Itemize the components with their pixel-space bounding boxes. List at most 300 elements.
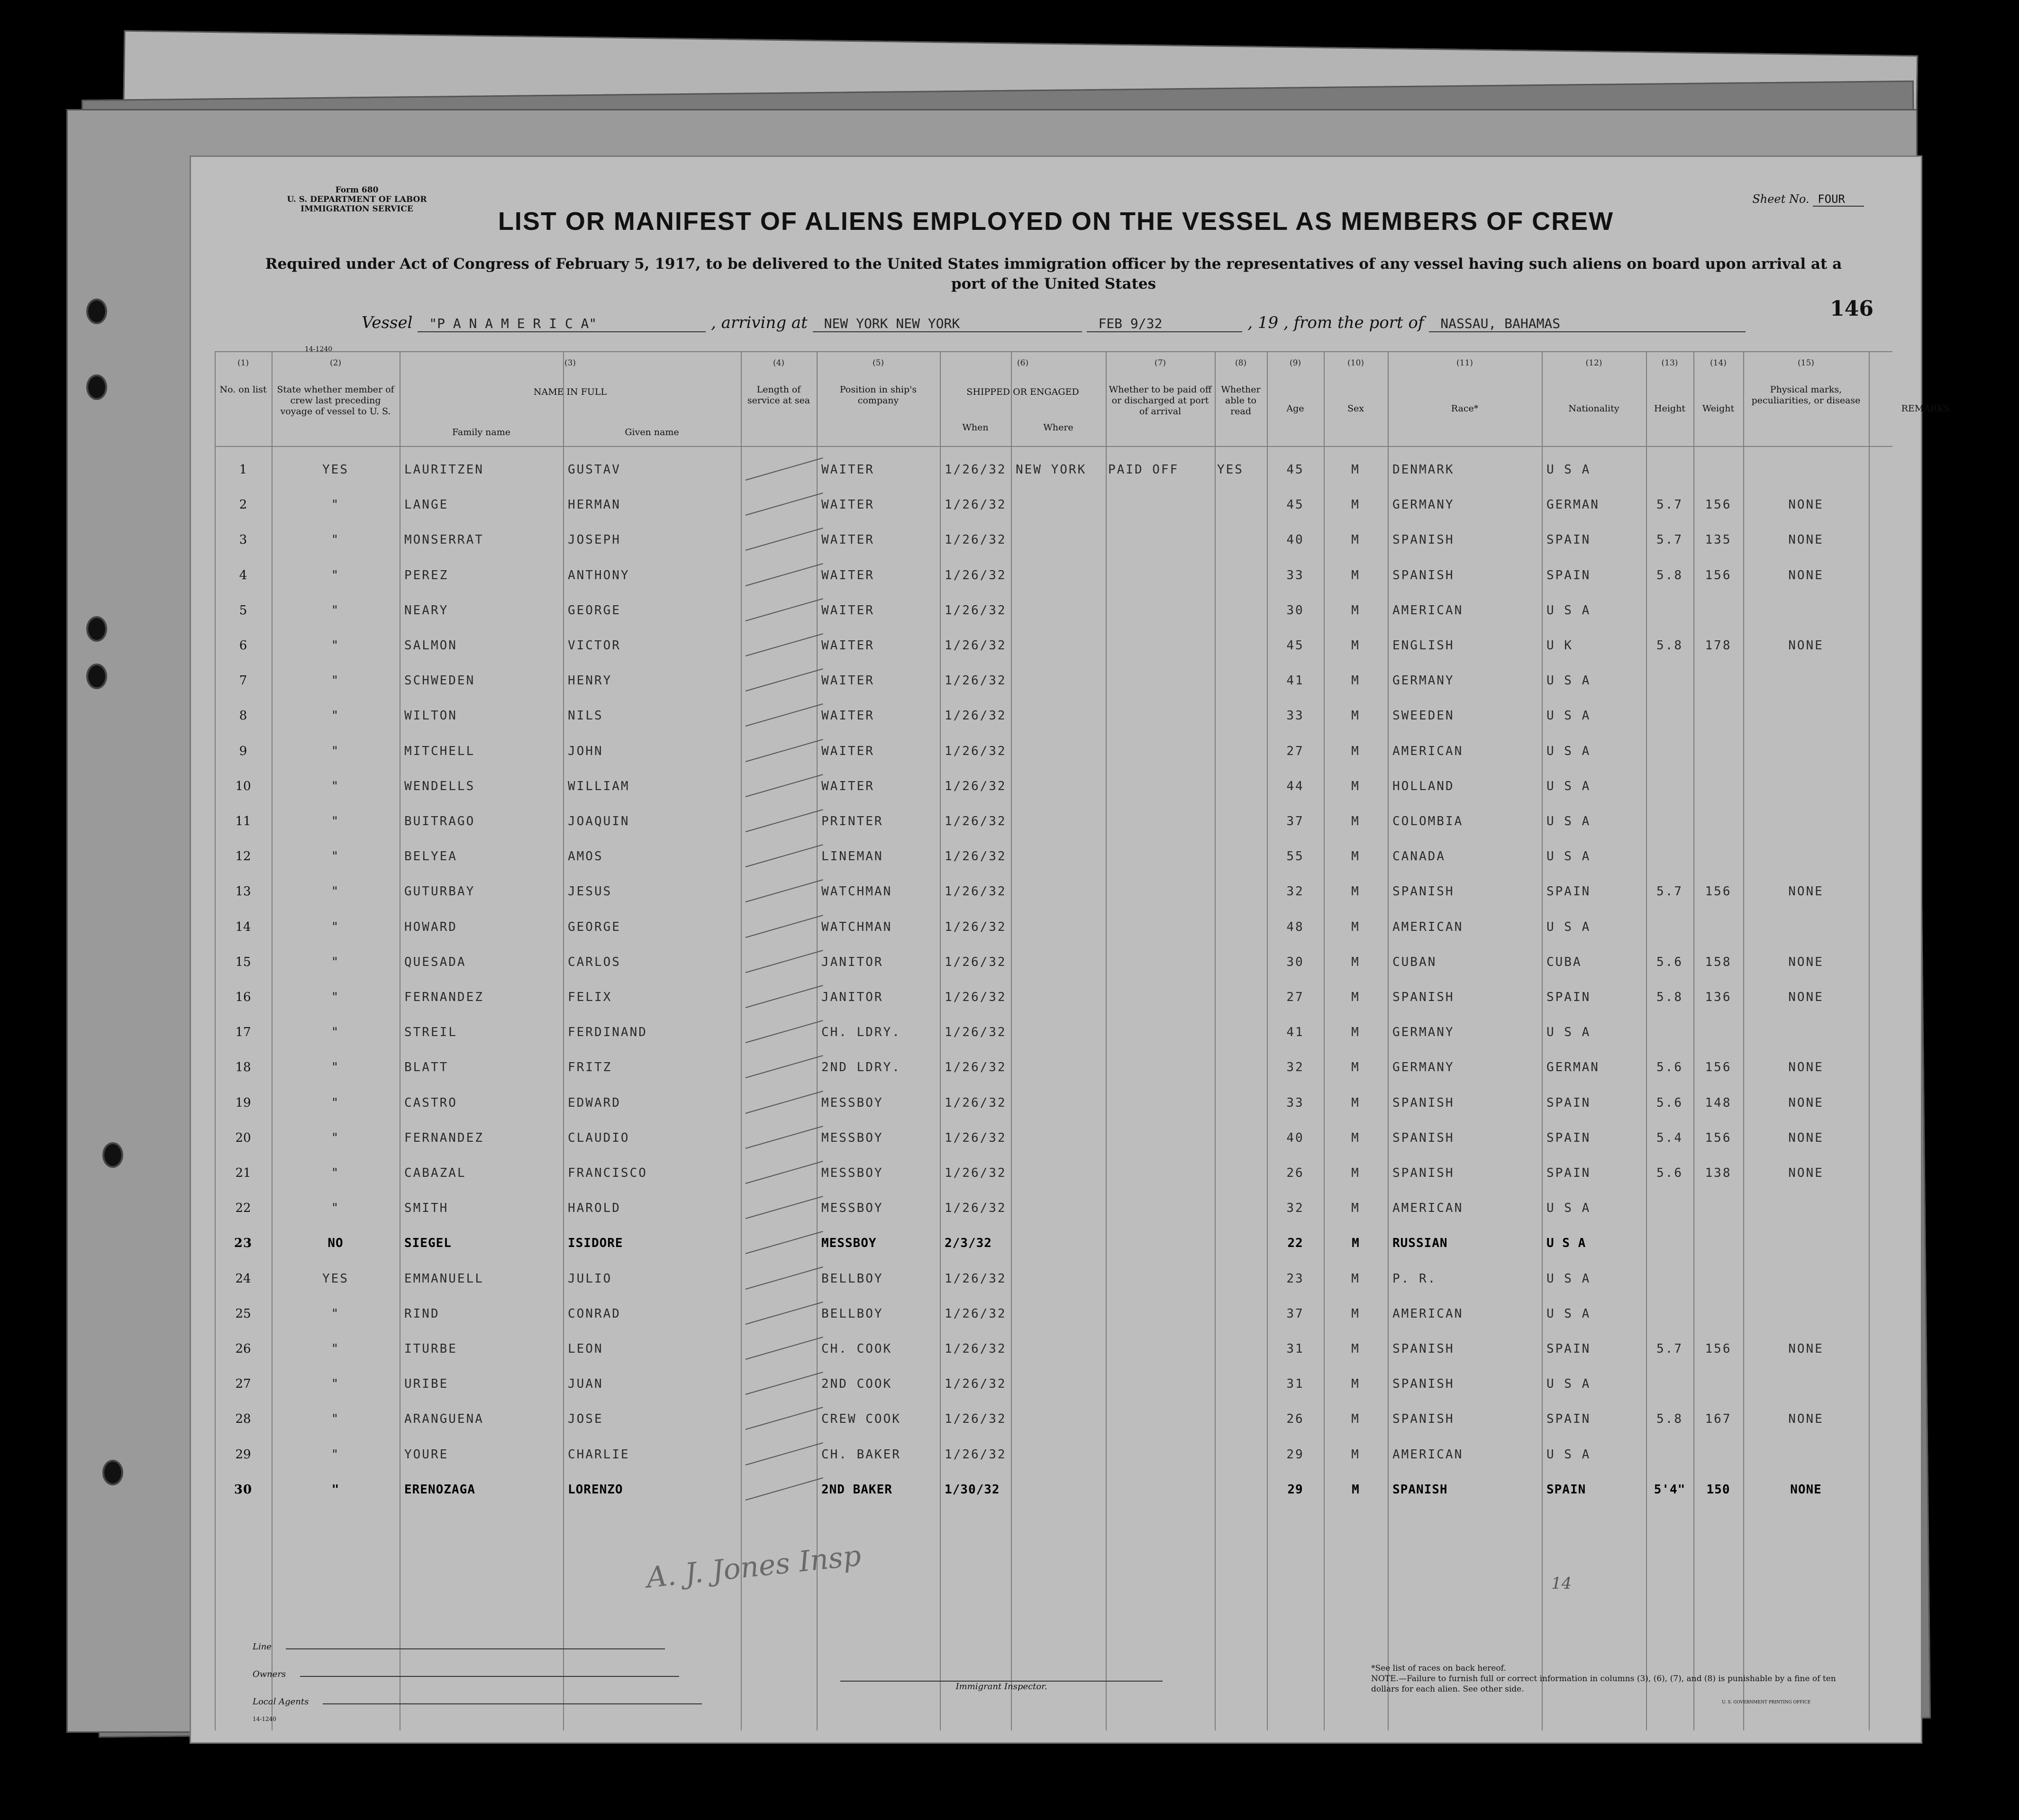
arrival-port: NEW YORK NEW YORK [813, 316, 1082, 332]
table-cell-position: WAITER [821, 779, 874, 793]
table-cell-member: " [331, 1342, 340, 1356]
service-check-mark [746, 1407, 823, 1430]
table-cell-age: 40 [1286, 533, 1304, 547]
sheet-number-label: Sheet No. [1752, 192, 1810, 206]
table-cell-age: 48 [1286, 919, 1304, 934]
table-cell-nationality: SPAIN [1546, 990, 1591, 1004]
table-cell-family: CABAZAL [404, 1166, 466, 1180]
service-check-mark [746, 1372, 823, 1395]
column-divider [1869, 351, 1870, 1730]
table-cell-family: CASTRO [404, 1095, 457, 1110]
table-cell-age: 33 [1286, 1095, 1304, 1110]
table-cell-position: MESSBOY [821, 1095, 883, 1110]
table-cell-position: WATCHMAN [821, 884, 892, 899]
column-divider [272, 351, 273, 1730]
owners-label: Owners [253, 1669, 286, 1679]
service-check-mark [746, 1196, 823, 1219]
table-cell-race: GERMANY [1392, 1025, 1455, 1040]
table-cell-age: 27 [1286, 744, 1304, 758]
table-cell-marks: NONE [1788, 884, 1824, 899]
table-cell-given: CLAUDIO [568, 1130, 630, 1145]
table-cell-when: 1/26/32 [945, 603, 1007, 618]
column-divider [1324, 351, 1325, 1730]
table-cell-when: 1/26/32 [945, 1060, 1007, 1075]
table-cell-given: HERMAN [568, 498, 621, 512]
table-cell-family: MITCHELL [404, 744, 475, 758]
table-cell-position: PRINTER [821, 814, 883, 828]
margin-note: 14 [1551, 1574, 1572, 1593]
table-cell-no: 30 [234, 1482, 253, 1497]
vessel-label: Vessel [362, 313, 413, 332]
table-cell-nationality: U S A [1546, 463, 1591, 477]
table-cell-no: 6 [239, 638, 247, 653]
table-cell-weight: 138 [1705, 1166, 1732, 1180]
column-header-c4: Length of service at sea [747, 384, 810, 406]
service-check-mark [746, 668, 823, 692]
table-cell-position: MESSBOY [821, 1236, 877, 1251]
table-cell-sex: M [1351, 990, 1360, 1004]
table-cell-sex: M [1351, 1130, 1360, 1145]
table-cell-age: 41 [1286, 1025, 1304, 1040]
table-cell-height: 5.7 [1656, 498, 1683, 512]
table-cell-nationality: U S A [1546, 1236, 1586, 1251]
table-cell-member: " [331, 1025, 340, 1040]
table-cell-sex: M [1351, 463, 1360, 477]
table-cell-race: AMERICAN [1392, 1201, 1464, 1216]
page-title: LIST OR MANIFEST OF ALIENS EMPLOYED ON THE VESSEL AS MEMBERS OF CREW [498, 207, 1614, 236]
table-cell-when: 1/26/32 [945, 1201, 1007, 1216]
column-header-c15: Physical marks, peculiarities, or disease [1751, 384, 1861, 406]
table-cell-family: LAURITZEN [404, 463, 484, 477]
column-divider [1693, 351, 1694, 1730]
table-cell-read: YES [1217, 463, 1244, 477]
table-cell-marks: NONE [1788, 1060, 1824, 1075]
table-cell-sex: M [1351, 1060, 1360, 1075]
table-cell-given: GUSTAV [568, 463, 621, 477]
service-check-mark [746, 1056, 823, 1079]
footer-form-code: 14-1240 [253, 1716, 276, 1722]
table-cell-height: 5.4 [1656, 1130, 1683, 1145]
table-cell-age: 30 [1286, 955, 1304, 969]
table-cell-when: 1/26/32 [945, 1025, 1007, 1040]
column-header-c14: Weight [1702, 403, 1735, 414]
service-check-mark [746, 492, 823, 516]
table-cell-marks: NONE [1788, 990, 1824, 1004]
column-divider [1542, 351, 1543, 1730]
table-cell-position: WATCHMAN [821, 919, 892, 934]
table-cell-no: 29 [235, 1447, 251, 1462]
table-cell-member: " [331, 709, 340, 723]
table-cell-member: " [331, 1482, 340, 1497]
table-cell-race: DENMARK [1392, 463, 1455, 477]
column-divider [1388, 351, 1389, 1730]
footnote [1371, 1663, 1845, 1694]
service-check-mark [746, 563, 823, 586]
table-cell-given: NILS [568, 709, 603, 723]
column-number-c5: (5) [872, 358, 884, 368]
table-cell-member: " [331, 1130, 340, 1145]
table-cell-no: 5 [239, 603, 247, 618]
service-check-mark [746, 598, 823, 621]
table-cell-given: JOSE [568, 1412, 603, 1427]
service-check-mark [746, 774, 823, 797]
table-cell-nationality: U S A [1546, 849, 1591, 864]
table-cell-family: STREIL [404, 1025, 457, 1040]
table-cell-when: 1/26/32 [945, 1130, 1007, 1145]
table-cell-weight: 150 [1706, 1482, 1730, 1497]
table-cell-position: WAITER [821, 638, 874, 653]
table-cell-race: GERMANY [1392, 498, 1455, 512]
table-cell-age: 22 [1287, 1236, 1303, 1251]
table-cell-weight: 156 [1705, 568, 1732, 582]
table-cell-age: 23 [1286, 1271, 1304, 1286]
table-cell-race: P. R. [1392, 1271, 1437, 1286]
service-check-mark [746, 950, 823, 973]
service-check-mark [746, 915, 823, 938]
table-cell-member: " [331, 744, 340, 758]
table-cell-given: CONRAD [568, 1306, 621, 1321]
column-header-given-name: Given name [625, 427, 679, 437]
table-cell-nationality: SPAIN [1546, 1130, 1591, 1145]
table-cell-no: 14 [235, 919, 251, 934]
table-cell-no: 12 [235, 849, 251, 864]
table-cell-sex: M [1351, 1306, 1360, 1321]
printer-imprint: U. S. GOVERNMENT PRINTING OFFICE [1722, 1700, 1811, 1705]
table-cell-race: SPANISH [1392, 1482, 1448, 1497]
table-cell-member: " [331, 1306, 340, 1321]
table-cell-age: 44 [1286, 779, 1304, 793]
table-cell-nationality: U K [1546, 638, 1573, 653]
table-cell-nationality: CUBA [1546, 955, 1582, 969]
column-divider [1011, 351, 1012, 1730]
table-cell-age: 26 [1286, 1166, 1304, 1180]
table-cell-height: 5.6 [1656, 1166, 1683, 1180]
table-cell-age: 31 [1286, 1377, 1304, 1392]
column-number-c3: (3) [564, 358, 576, 368]
races-note: *See list of races on back hereof. [1371, 1664, 1506, 1673]
column-header-family-name: Family name [452, 427, 510, 437]
column-header-c8: Whether able to read [1221, 384, 1261, 417]
page-number: 146 [1830, 297, 1873, 321]
table-cell-marks: NONE [1788, 1095, 1824, 1110]
column-header-when: When [962, 422, 989, 433]
table-cell-height: 5.8 [1656, 1412, 1683, 1427]
table-cell-when: 1/26/32 [945, 884, 1007, 899]
sheet-number [1752, 192, 1864, 206]
table-cell-family: NEARY [404, 603, 449, 618]
table-cell-member: " [331, 673, 340, 688]
table-cell-no: 7 [239, 673, 247, 688]
column-divider [741, 351, 742, 1730]
table-cell-no: 19 [235, 1095, 251, 1110]
table-cell-race: AMERICAN [1392, 603, 1464, 618]
table-cell-race: SPANISH [1392, 1166, 1455, 1180]
table-cell-no: 27 [235, 1377, 251, 1392]
column-divider [1646, 351, 1647, 1730]
table-cell-no: 3 [239, 533, 247, 547]
table-cell-given: JOSEPH [568, 533, 621, 547]
service-check-mark [746, 809, 823, 832]
table-cell-no: 20 [235, 1130, 251, 1145]
table-cell-position: 2ND COOK [821, 1377, 892, 1392]
table-cell-sex: M [1351, 814, 1360, 828]
sheet-number-value: FOUR [1813, 192, 1864, 207]
table-cell-family: WILTON [404, 709, 457, 723]
table-cell-sex: M [1351, 884, 1360, 899]
service-check-mark [746, 739, 823, 762]
column-number-c14: (14) [1710, 358, 1727, 368]
table-cell-race: HOLLAND [1392, 779, 1455, 793]
table-cell-member: " [331, 955, 340, 969]
table-cell-when: 1/26/32 [945, 1166, 1007, 1180]
table-cell-age: 33 [1286, 568, 1304, 582]
table-cell-when: 2/3/32 [945, 1236, 992, 1251]
table-cell-when: 1/26/32 [945, 498, 1007, 512]
table-cell-member: " [331, 1447, 340, 1462]
table-cell-race: SPANISH [1392, 990, 1455, 1004]
table-cell-nationality: U S A [1546, 1306, 1591, 1321]
service-check-mark [746, 1126, 823, 1149]
table-cell-sex: M [1351, 498, 1360, 512]
table-cell-no: 4 [239, 568, 247, 582]
table-cell-member: " [331, 919, 340, 934]
table-cell-given: JULIO [568, 1271, 612, 1286]
table-cell-no: 17 [235, 1025, 251, 1040]
table-cell-no: 9 [239, 744, 247, 758]
table-cell-family: PEREZ [404, 568, 449, 582]
punch-hole [86, 616, 107, 642]
table-cell-race: SPANISH [1392, 884, 1455, 899]
table-cell-age: 27 [1286, 990, 1304, 1004]
table-cell-nationality: U S A [1546, 1201, 1591, 1216]
form-number: Form 680 [335, 185, 379, 195]
column-header-where: Where [1043, 422, 1073, 433]
table-cell-race: SPANISH [1392, 1412, 1455, 1427]
table-cell-when: 1/26/32 [945, 1306, 1007, 1321]
column-header-c13: Height [1654, 403, 1685, 414]
table-cell-sex: M [1351, 568, 1360, 582]
table-cell-when: 1/26/32 [945, 709, 1007, 723]
column-header-c11: Race* [1451, 403, 1479, 414]
table-cell-nationality: SPAIN [1546, 533, 1591, 547]
table-cell-sex: M [1351, 1342, 1360, 1356]
table-cell-race: AMERICAN [1392, 744, 1464, 758]
table-cell-race: SPANISH [1392, 1095, 1455, 1110]
table-cell-nationality: SPAIN [1546, 1166, 1591, 1180]
table-cell-given: FRANCISCO [568, 1166, 647, 1180]
service-name: IMMIGRATION SERVICE [300, 204, 413, 214]
table-cell-position: 2ND LDRY. [821, 1060, 901, 1075]
table-cell-member: " [331, 814, 340, 828]
table-cell-family: YOURE [404, 1447, 449, 1462]
service-check-mark [746, 1161, 823, 1184]
table-cell-position: WAITER [821, 744, 874, 758]
table-cell-family: LANGE [404, 498, 449, 512]
table-cell-given: FELIX [568, 990, 612, 1004]
table-cell-member: " [331, 568, 340, 582]
vessel-name: "P A N A M E R I C A" [418, 316, 706, 332]
table-cell-given: JOHN [568, 744, 603, 758]
department-name: U. S. DEPARTMENT OF LABOR [287, 195, 427, 204]
table-cell-sex: M [1351, 1447, 1360, 1462]
table-cell-no: 15 [235, 955, 251, 969]
table-cell-sex: M [1351, 673, 1360, 688]
punch-hole [86, 299, 107, 324]
table-cell-when: 1/26/32 [945, 1377, 1007, 1392]
table-cell-when: 1/30/32 [945, 1482, 1000, 1497]
table-cell-family: GUTURBAY [404, 884, 475, 899]
column-header-c2: State whether member of crew last preceding voyage of vessel to U. S. [277, 384, 394, 417]
table-cell-sex: M [1351, 638, 1360, 653]
table-cell-given: ANTHONY [568, 568, 630, 582]
table-cell-given: JOAQUIN [568, 814, 630, 828]
column-number-c13: (13) [1661, 358, 1678, 368]
table-cell-position: JANITOR [821, 990, 883, 1004]
year-label: , 19 [1247, 313, 1279, 332]
table-cell-marks: NONE [1790, 1482, 1822, 1497]
table-cell-race: GERMANY [1392, 1060, 1455, 1075]
table-cell-given: JESUS [568, 884, 612, 899]
table-cell-member: YES [322, 1271, 349, 1286]
header-bottom-rule [215, 446, 1892, 447]
table-cell-nationality: U S A [1546, 1025, 1591, 1040]
table-cell-nationality: SPAIN [1546, 568, 1591, 582]
column-divider [1106, 351, 1107, 1730]
column-divider [1267, 351, 1268, 1730]
table-cell-sex: M [1351, 1166, 1360, 1180]
table-cell-nationality: U S A [1546, 603, 1591, 618]
table-cell-when: 1/26/32 [945, 955, 1007, 969]
table-cell-race: GERMANY [1392, 673, 1455, 688]
table-cell-weight: 156 [1705, 1060, 1732, 1075]
service-check-mark [746, 844, 823, 867]
table-cell-weight: 156 [1705, 1130, 1732, 1145]
manifest-page [190, 155, 1950, 1744]
table-cell-when: 1/26/32 [945, 779, 1007, 793]
table-cell-age: 45 [1286, 463, 1304, 477]
table-cell-nationality: GERMAN [1546, 1060, 1600, 1075]
arrival-date: FEB 9/32 [1087, 316, 1242, 332]
table-cell-given: LORENZO [568, 1482, 623, 1497]
table-cell-given: GEORGE [568, 603, 621, 618]
column-divider [1743, 351, 1744, 1730]
table-cell-sex: M [1351, 1025, 1360, 1040]
table-cell-race: RUSSIAN [1392, 1236, 1448, 1251]
table-cell-marks: NONE [1788, 1342, 1824, 1356]
column-divider [563, 351, 564, 1730]
table-cell-age: 30 [1286, 603, 1304, 618]
table-cell-family: SMITH [404, 1201, 449, 1216]
table-cell-family: BLATT [404, 1060, 449, 1075]
table-cell-sex: M [1351, 1201, 1360, 1216]
table-cell-height: 5.7 [1656, 1342, 1683, 1356]
table-cell-height: 5'4" [1654, 1482, 1686, 1497]
table-cell-family: BELYEA [404, 849, 457, 864]
table-cell-paid: PAID OFF [1108, 463, 1179, 477]
table-cell-member: " [331, 533, 340, 547]
table-cell-given: VICTOR [568, 638, 621, 653]
service-check-mark [746, 985, 823, 1008]
service-check-mark [746, 1266, 823, 1290]
punch-hole [86, 374, 107, 400]
table-cell-weight: 136 [1705, 990, 1732, 1004]
table-cell-no: 24 [235, 1271, 251, 1286]
table-cell-family: RIND [404, 1306, 440, 1321]
table-cell-member: " [331, 1412, 340, 1427]
table-cell-no: 10 [235, 779, 251, 793]
table-cell-family: SIEGEL [404, 1236, 452, 1251]
table-cell-age: 37 [1286, 814, 1304, 828]
table-cell-nationality: U S A [1546, 1271, 1591, 1286]
table-cell-height: 5.8 [1656, 568, 1683, 582]
table-cell-no: 22 [235, 1201, 251, 1216]
table-cell-given: GEORGE [568, 919, 621, 934]
table-cell-member: " [331, 603, 340, 618]
table-cell-family: WENDELLS [404, 779, 475, 793]
service-check-mark [746, 1477, 823, 1501]
table-cell-race: SWEEDEN [1392, 709, 1455, 723]
table-cell-nationality: U S A [1546, 1377, 1591, 1392]
table-cell-given: ISIDORE [568, 1236, 623, 1251]
table-cell-race: SPANISH [1392, 1377, 1455, 1392]
from-port-label: , from the port of [1283, 313, 1424, 332]
table-cell-marks: NONE [1788, 955, 1824, 969]
page-subtitle: Required under Act of Congress of February 5, 1917, to be delivered to the United States immigration officer by the representatives of any vessel having such aliens on board upon arrival at a port of the United States [265, 255, 1842, 292]
table-cell-weight: 156 [1705, 1342, 1732, 1356]
column-header-c10: Sex [1347, 403, 1364, 414]
column-number-c15: (15) [1798, 358, 1814, 368]
table-cell-member: " [331, 990, 340, 1004]
table-cell-member: " [331, 884, 340, 899]
table-cell-marks: NONE [1788, 1412, 1824, 1427]
table-cell-position: JANITOR [821, 955, 883, 969]
table-cell-position: MESSBOY [821, 1166, 883, 1180]
table-cell-age: 41 [1286, 673, 1304, 688]
table-cell-when: 1/26/32 [945, 533, 1007, 547]
table-cell-sex: M [1352, 1482, 1360, 1497]
service-check-mark [746, 1337, 823, 1360]
table-cell-position: WAITER [821, 603, 874, 618]
table-cell-when: 1/26/32 [945, 990, 1007, 1004]
column-number-c7: (7) [1154, 358, 1166, 368]
table-cell-member: " [331, 1095, 340, 1110]
table-cell-no: 11 [235, 814, 251, 828]
column-header-c9: Age [1286, 403, 1304, 414]
table-cell-no: 21 [235, 1166, 251, 1180]
table-cell-marks: NONE [1788, 498, 1824, 512]
table-cell-age: 26 [1286, 1412, 1304, 1427]
table-cell-family: HOWARD [404, 919, 457, 934]
table-cell-nationality: U S A [1546, 919, 1591, 934]
table-cell-position: CH. LDRY. [821, 1025, 901, 1040]
table-cell-weight: 148 [1705, 1095, 1732, 1110]
table-cell-race: SPANISH [1392, 1130, 1455, 1145]
table-cell-when: 1/26/32 [945, 849, 1007, 864]
table-cell-given: CARLOS [568, 955, 621, 969]
table-cell-when: 1/26/32 [945, 1412, 1007, 1427]
vessel-line [362, 313, 1878, 332]
table-cell-position: WAITER [821, 533, 874, 547]
table-cell-when: 1/26/32 [945, 814, 1007, 828]
table-cell-weight: 158 [1705, 955, 1732, 969]
table-cell-age: 32 [1286, 1201, 1304, 1216]
column-number-c1: (1) [237, 358, 249, 368]
table-cell-when: 1/26/32 [945, 568, 1007, 582]
table-cell-family: URIBE [404, 1377, 449, 1392]
table-cell-position: BELLBOY [821, 1271, 883, 1286]
column-divider [1215, 351, 1216, 1730]
column-number-c2: (2) [329, 358, 342, 368]
